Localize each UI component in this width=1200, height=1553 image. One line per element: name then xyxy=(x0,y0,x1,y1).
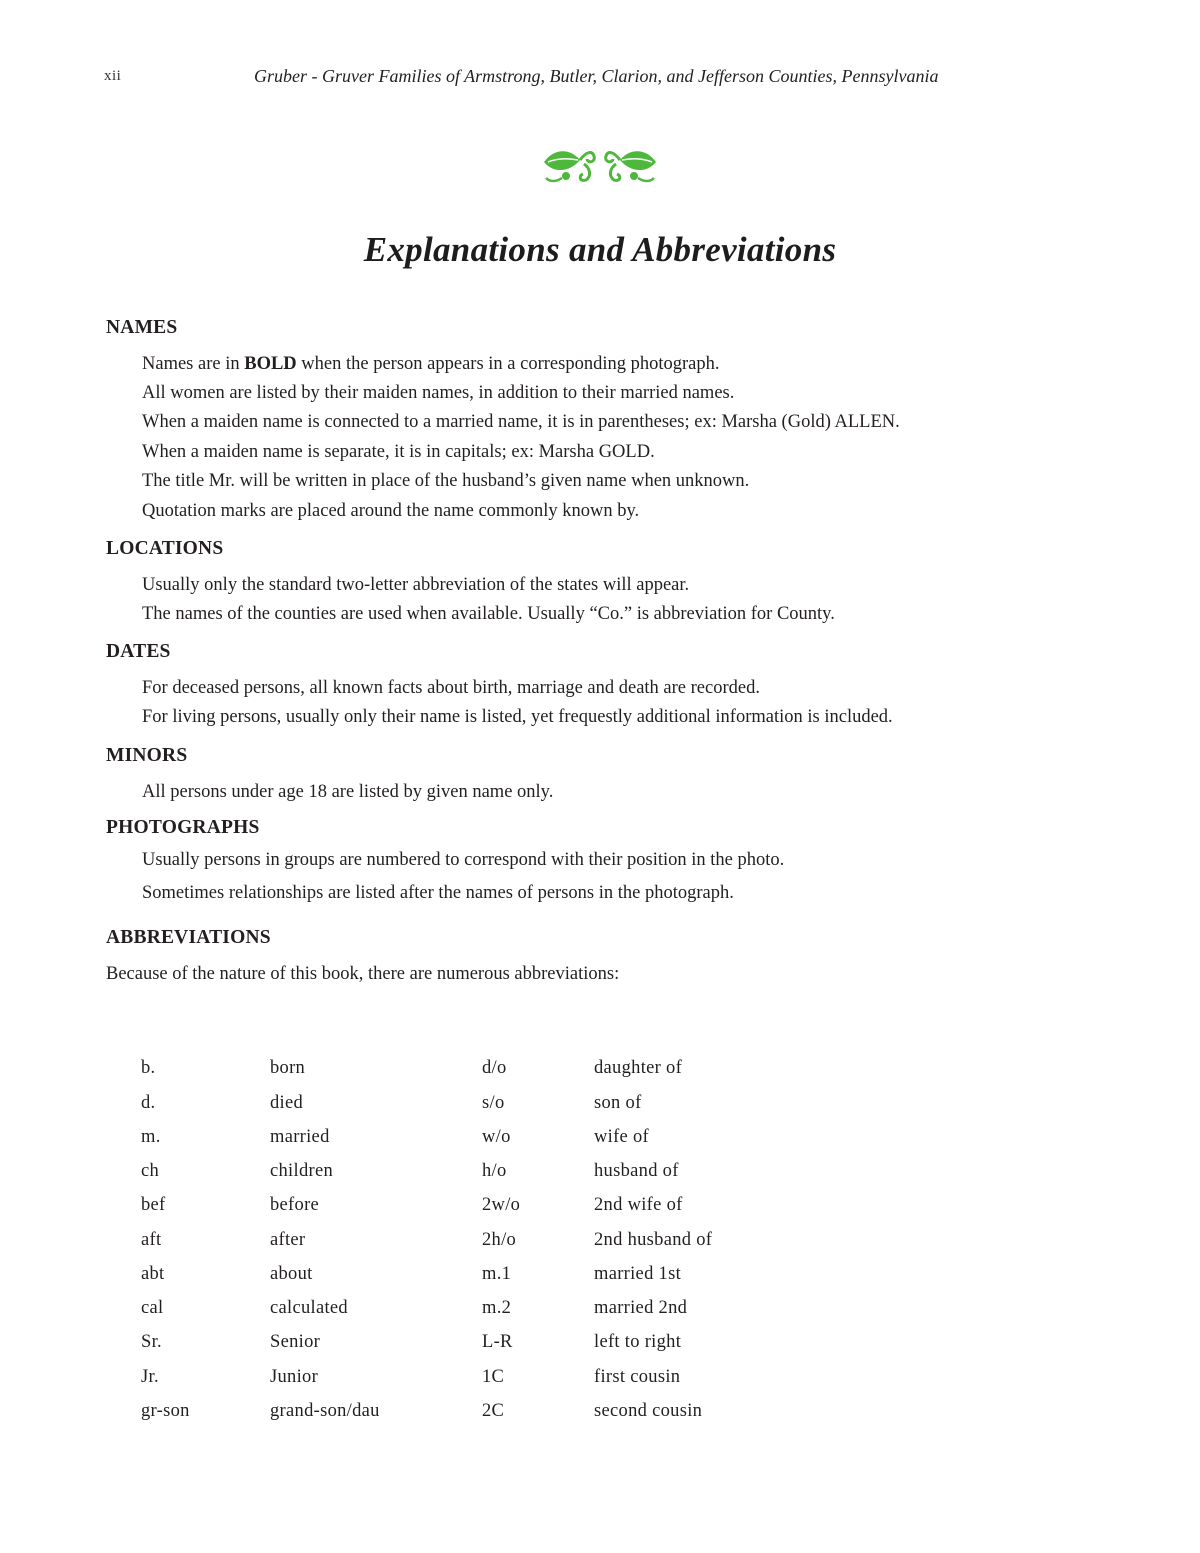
abbreviation: d/o xyxy=(482,1058,507,1078)
meaning: died xyxy=(270,1093,304,1113)
names-line-1: Names are in BOLD when the person appears in a corresponding photograph. xyxy=(142,354,720,374)
meaning: before xyxy=(270,1195,320,1215)
abbreviation: bef xyxy=(141,1195,166,1215)
abbreviation: b. xyxy=(141,1058,156,1078)
abbreviation: 2w/o xyxy=(482,1195,521,1215)
abbreviation: Sr. xyxy=(141,1332,162,1352)
meaning: married 1st xyxy=(594,1264,682,1284)
meaning: 2nd wife of xyxy=(594,1195,683,1215)
locations-line-1: Usually only the standard two-letter abbreviation of the states will appear. xyxy=(142,575,690,595)
abbreviation: abt xyxy=(141,1264,165,1284)
names-line-5: The title Mr. will be written in place of the husband’s given name when unknown. xyxy=(142,471,750,491)
section-heading-photographs: PHOTOGRAPHS xyxy=(106,817,260,838)
locations-line-2: The names of the counties are used when available. Usually “Co.” is abbreviation for County. xyxy=(142,604,835,624)
abbreviation: m. xyxy=(141,1127,161,1147)
green-leaf-vine-ornament-icon xyxy=(540,138,660,188)
abbreviation: w/o xyxy=(482,1127,511,1147)
abbreviation: 2h/o xyxy=(482,1230,517,1250)
meaning: 2nd husband of xyxy=(594,1230,713,1250)
abbreviation: cal xyxy=(141,1298,164,1318)
abbreviation: aft xyxy=(141,1230,162,1250)
running-header: Gruber - Gruver Families of Armstrong, Butler, Clarion, and Jefferson Counties, Pennsylvania xyxy=(254,66,939,86)
meaning: grand-son/dau xyxy=(270,1401,380,1421)
names-line-6: Quotation marks are placed around the name commonly known by. xyxy=(142,501,640,521)
abbreviation: s/o xyxy=(482,1093,505,1113)
names-line-2: All women are listed by their maiden names, in addition to their married names. xyxy=(142,383,735,403)
names-line-3: When a maiden name is connected to a married name, it is in parentheses; ex: Marsha (Gold) ALLEN. xyxy=(142,412,900,432)
meaning: calculated xyxy=(270,1298,348,1318)
meaning: wife of xyxy=(594,1127,650,1147)
photographs-line-1: Usually persons in groups are numbered to correspond with their position in the photo. xyxy=(142,850,785,870)
bold-word: BOLD xyxy=(244,354,297,374)
meaning: daughter of xyxy=(594,1058,683,1078)
section-heading-locations: LOCATIONS xyxy=(106,538,224,559)
meaning: son of xyxy=(594,1093,642,1113)
section-heading-names: NAMES xyxy=(106,317,178,338)
section-heading-dates: DATES xyxy=(106,641,171,662)
abbreviation: Jr. xyxy=(141,1367,159,1387)
abbreviation: ch xyxy=(141,1161,160,1181)
meaning: Senior xyxy=(270,1332,321,1352)
dates-line-2: For living persons, usually only their name is listed, yet frequestly additional information is included. xyxy=(142,707,893,727)
minors-line-1: All persons under age 18 are listed by given name only. xyxy=(142,782,554,802)
meaning: about xyxy=(270,1264,313,1284)
abbreviation: L-R xyxy=(482,1332,513,1352)
photographs-line-2: Sometimes relationships are listed after the names of persons in the photograph. xyxy=(142,883,734,903)
names-line-4: When a maiden name is separate, it is in capitals; ex: Marsha GOLD. xyxy=(142,442,655,462)
abbreviation: 1C xyxy=(482,1367,505,1387)
meaning: second cousin xyxy=(594,1401,703,1421)
section-heading-minors: MINORS xyxy=(106,745,188,766)
abbreviation: gr-son xyxy=(141,1401,190,1421)
dates-line-1: For deceased persons, all known facts about birth, marriage and death are recorded. xyxy=(142,678,760,698)
meaning: husband of xyxy=(594,1161,679,1181)
meaning: after xyxy=(270,1230,306,1250)
abbreviations-intro: Because of the nature of this book, there are numerous abbreviations: xyxy=(106,964,620,984)
page-number: xii xyxy=(104,68,122,84)
section-heading-abbreviations: ABBREVIATIONS xyxy=(106,927,271,948)
abbreviation: m.2 xyxy=(482,1298,512,1318)
abbreviation: h/o xyxy=(482,1161,507,1181)
meaning: Junior xyxy=(270,1367,319,1387)
meaning: first cousin xyxy=(594,1367,681,1387)
meaning: married xyxy=(270,1127,330,1147)
abbreviation: 2C xyxy=(482,1401,505,1421)
abbreviation: m.1 xyxy=(482,1264,512,1284)
meaning: left to right xyxy=(594,1332,682,1352)
meaning: born xyxy=(270,1058,306,1078)
meaning: married 2nd xyxy=(594,1298,688,1318)
page-title: Explanations and Abbreviations xyxy=(363,230,837,269)
meaning: children xyxy=(270,1161,334,1181)
abbreviation: d. xyxy=(141,1093,156,1113)
